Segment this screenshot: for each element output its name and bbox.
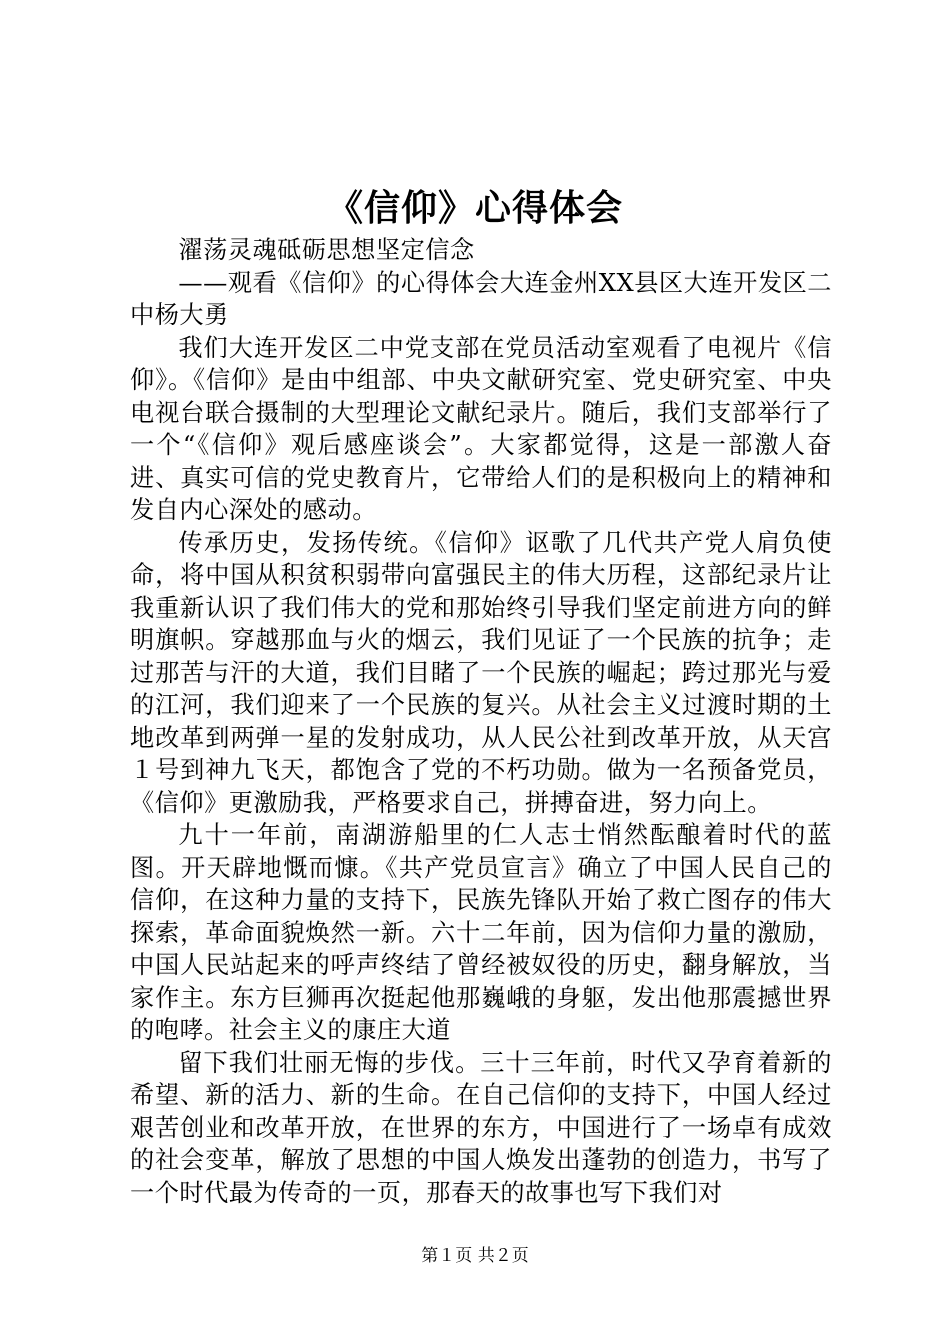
paragraph-3: 九十一年前，南湖游船里的仁人志士悄然酝酿着时代的蓝图。开天辟地慨而慷。《共产党员宣言》确立了中国人民自己的信仰，在这种力量的支持下，民族先锋队开始了救亡图存的伟大探索，革命面貌焕然一新。六十二年前，因为信仰力量的激励，中国人民站起来的呼声终结了曾经被奴役的历史，翻身解放，当家作主。东方巨狮再次挺起他那巍峨的身躯，发出他那震撼世界的咆哮。社会主义的康庄大道 [130, 821, 832, 1044]
subtitle: 濯荡灵魂砥砺思想坚定信念 [178, 236, 475, 264]
page-footer: 第１页 共２页 [421, 1246, 529, 1266]
paragraph-4: 留下我们壮丽无悔的步伐。三十三年前，时代又孕育着新的希望、新的活力、新的生命。在自己信仰的支持下，中国人经过艰苦创业和改革开放，在世界的东方，中国进行了一场卓有成效的社会变革，解放了思想的中国人焕发出蓬勃的创造力，书写了一个时代最为传奇的一页，那春天的故事也写下我们对 [130, 1048, 832, 1207]
document-title: 《信仰》心得体会 [326, 187, 623, 229]
document-body [130, 234, 832, 1209]
paragraph-1: 我们大连开发区二中党支部在党员活动室观看了电视片《信仰》。《信仰》是由中组部、中央文献研究室、党史研究室、中央电视台联合摄制的大型理论文献纪录片。随后，我们支部举行了一个“《信仰》观后感座谈会”。大家都觉得，这是一部激人奋进、真实可信的党史教育片，它带给人们的是积极向上的精神和发自内心深处的感动。 [130, 333, 832, 524]
byline: ——观看《信仰》的心得体会大连金州XX县区大连开发区二中杨大勇 [130, 268, 832, 329]
paragraph-2: 传承历史，发扬传统。《信仰》讴歌了几代共产党人肩负使命，将中国从积贫积弱带向富强民主的伟大历程，这部纪录片让我重新认识了我们伟大的党和那始终引导我们坚定前进方向的鲜明旗帜。穿越那血与火的烟云，我们见证了一个民族的抗争；走过那苦与汗的大道，我们目睹了一个民族的崛起；跨过那光与爱的江河，我们迎来了一个民族的复兴。从社会主义过渡时期的土地改革到两弹一星的发射成功，从人民公社到改革开放，从天宫１号到神九飞天，都饱含了党的不朽功勋。做为一名预备党员，《信仰》更激励我，严格要求自己，拼搏奋进，努力向上。 [130, 528, 832, 817]
